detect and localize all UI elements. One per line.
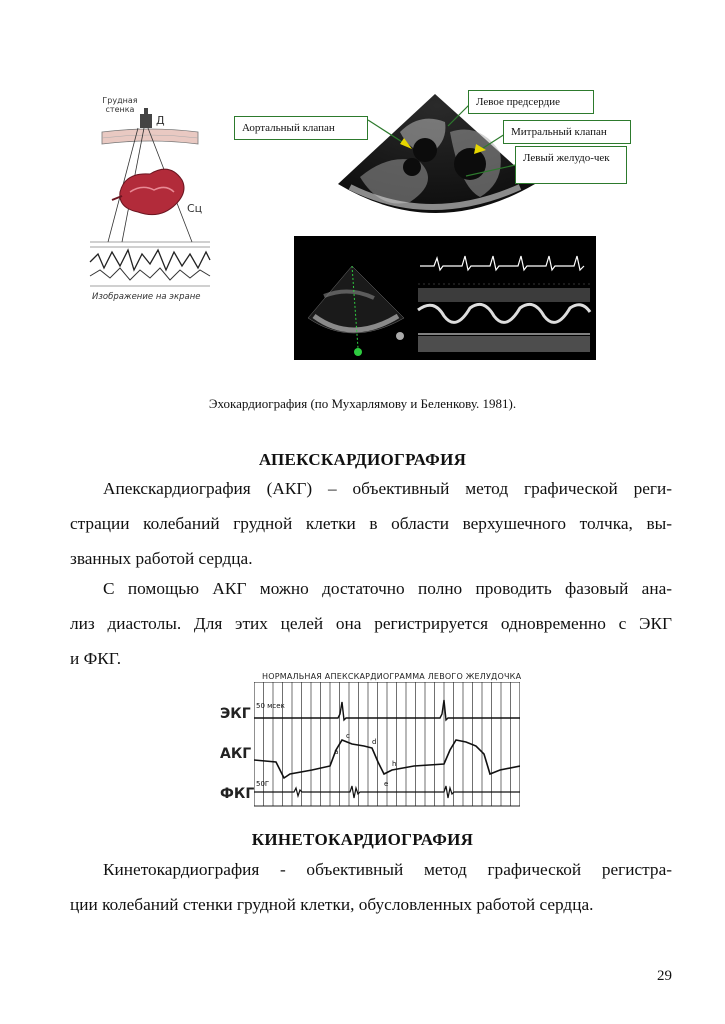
callout-left-atrium: Левое предсердие bbox=[468, 90, 594, 114]
section-heading-apexcardiography: АПЕКСКАРДИОГРАФИЯ bbox=[258, 450, 467, 469]
callout-aortic-valve: Аортальный клапан bbox=[234, 116, 368, 140]
section1-paragraph-1 bbox=[70, 471, 672, 576]
echo-monitor-image bbox=[294, 236, 596, 360]
pcg-scale-label: 50Г bbox=[256, 780, 270, 788]
section-heading-kinetocardiography: КИНЕТОКАРДИОГРАФИЯ bbox=[251, 830, 474, 849]
point-e-label: e bbox=[384, 780, 389, 788]
paragraph-line: лиз диастолы. Для этих целей она регистрируется одновременно с ЭКГ bbox=[70, 614, 672, 633]
paragraph-line: званных работой сердца. bbox=[70, 549, 253, 568]
paragraph-line: Апекскардиография (АКГ) – объективный метод графической реги- bbox=[103, 479, 672, 498]
transducer-label: Д bbox=[156, 114, 165, 127]
section2-paragraph-1 bbox=[70, 852, 672, 922]
schematic-caption: Изображение на экране bbox=[92, 292, 201, 302]
ecg-scale-label: 50 мсек bbox=[256, 702, 285, 710]
chest-wall-label: Грудная стенка bbox=[102, 96, 138, 114]
callout-mitral-valve: Митральный клапан bbox=[503, 120, 631, 144]
section1-paragraph-2 bbox=[70, 571, 672, 676]
point-h-label: h bbox=[392, 760, 397, 768]
apexcardiogram-title: НОРМАЛЬНАЯ АПЕКСКАРДИОГРАММА ЛЕВОГО ЖЕЛУДОЧКА bbox=[262, 672, 522, 681]
pcg-label: ФКГ bbox=[220, 786, 255, 802]
heart-label: Сц bbox=[187, 202, 203, 215]
paragraph-line: С помощью АКГ можно достаточно полно проводить фазовый ана- bbox=[103, 579, 672, 598]
paragraph-line: ции колебаний стенки грудной клетки, обусловленных работой сердца. bbox=[70, 895, 594, 914]
figure1-caption: Эхокардиография (по Мухарлямову и Беленкову. 1981). bbox=[208, 396, 517, 411]
apexcardiogram-chart bbox=[254, 682, 520, 810]
point-d-label: d bbox=[372, 738, 377, 746]
schematic-figure bbox=[80, 92, 220, 312]
apexcardiogram-figure bbox=[214, 668, 524, 818]
page-number: 29 bbox=[657, 968, 672, 984]
ecg-label: ЭКГ bbox=[220, 706, 251, 722]
akg-label: АКГ bbox=[220, 746, 252, 762]
point-a-label: a bbox=[334, 748, 339, 756]
paragraph-line: Кинетокардиография - объективный метод графической регистра- bbox=[103, 860, 672, 879]
schematic-drawing bbox=[80, 92, 220, 292]
paragraph-line: страции колебаний грудной клетки в области верхушечного толчка, вы- bbox=[70, 514, 672, 533]
point-c-label: c bbox=[346, 732, 350, 740]
paragraph-line: и ФКГ. bbox=[70, 649, 122, 668]
callout-left-ventricle: Левый желудо-чек bbox=[515, 146, 627, 184]
